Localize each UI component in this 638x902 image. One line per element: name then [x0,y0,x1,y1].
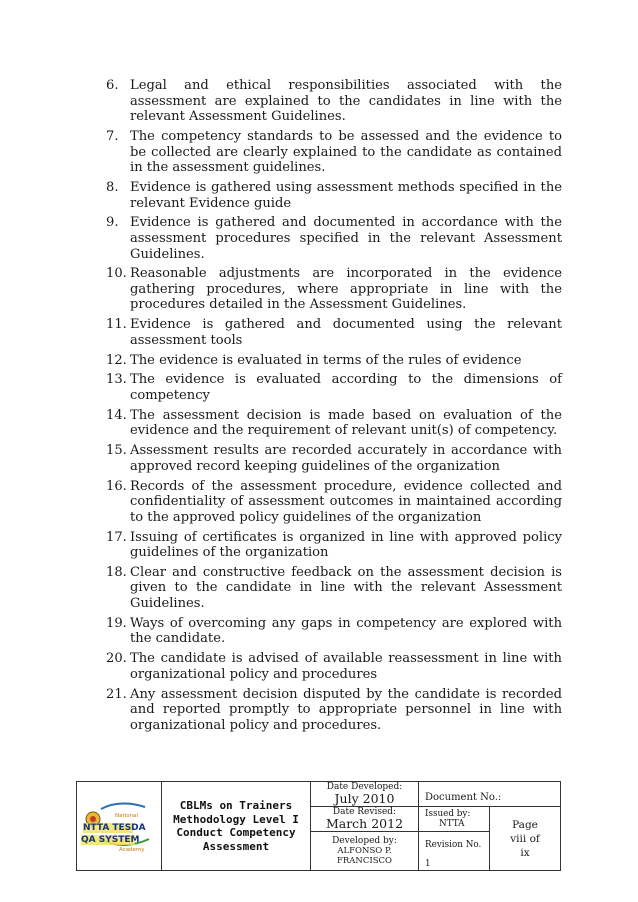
revision-no: Revision No. 1 [425,840,482,869]
list-item [106,687,562,734]
list-item [106,651,562,682]
item-number: 10. [106,266,127,282]
item-text: Clear and constructive feedback on the assessment decision is given to the candidate in line with the relevant Assessment Guidelines. [130,564,562,612]
item-number: 14. [106,407,127,423]
document-no-label: Document No.: [425,791,502,803]
module-title [162,782,311,871]
list-item [106,215,562,262]
document-no-cell [419,782,561,807]
item-text: Evidence is gathered using assessment methods specified in the relevant Evidence guide [130,179,562,211]
item-text: Ways of overcoming any gaps in competency are explored with the candidate. [130,615,562,647]
title-line: Assessment [202,839,270,853]
item-number: 11. [106,317,127,333]
date-revised-value: March 2012 [325,816,404,831]
list-item [106,353,562,369]
item-number: 13. [106,372,127,388]
title-line: CBLMs on Trainers [179,799,293,812]
revision-cell [419,832,490,871]
item-text: The evidence is evaluated according to the dimensions of competency [130,372,562,403]
logo-line-1: NTTA TESDA [83,823,146,833]
developed-by-cell [311,832,419,871]
list-item [106,317,562,348]
item-number: 7. [106,128,119,144]
list-item [106,565,562,612]
item-text: The candidate is advised of available reassessment in line with organizational policy and procedures [130,651,562,682]
title-line: Conduct Competency [176,826,296,839]
logo-side-2: Academy [119,847,145,853]
item-number: 17. [106,529,127,545]
date-developed-cell [311,782,419,807]
item-number: 6. [106,78,119,93]
competency-criteria-list [106,78,562,738]
list-item [106,479,562,526]
item-text: Records of the assessment procedure, evidence collected and confidentiality of assessment outcomes in maintained according to the approved policy guidelines of the organization [130,478,562,525]
item-text: Evidence is gathered and documented using the relevant assessment tools [130,317,562,348]
logo-cell [77,782,162,871]
item-text: Assessment results are recorded accurately in accordance with approved record keeping guidelines of the organization [130,443,562,474]
list-item [106,443,562,474]
item-text: Issuing of certificates is organized in line with approved policy guidelines of the organization [130,529,562,561]
list-item [106,408,562,439]
item-text: Any assessment decision disputed by the candidate is recorded and reported promptly to appropriate personnel in line with organizational policy and procedures. [130,686,562,733]
item-text: The assessment decision is made based on evaluation of the evidence and the requirement of relevant unit(s) of competency. [130,407,562,439]
page-label: Page [512,818,538,831]
date-revised-cell [311,807,419,832]
item-text: The evidence is evaluated in terms of the rules of evidence [130,352,522,368]
issued-by-cell [419,807,490,832]
developed-by-value: ALFONSO P. FRANCISCO [336,846,393,866]
page-cell [490,807,561,871]
ntta-tesda-logo [79,795,159,857]
list-item [106,266,562,313]
list-item [106,616,562,647]
item-number: 19. [106,615,127,631]
date-revised-label: Date Revised: [332,807,397,817]
date-developed-label: Date Developed: [326,782,403,792]
item-number: 18. [106,564,127,580]
item-number: 15. [106,443,127,459]
issued-by-value: NTTA [439,819,465,829]
logo-side-1: National [115,813,138,819]
document-footer [76,781,561,871]
list-item [106,129,562,176]
item-number: 20. [106,651,127,667]
developed-by-label: Developed by: [332,836,397,846]
item-text: Evidence is gathered and documented in accordance with the assessment procedures specified in the relevant Assessment Guidelines. [130,215,562,262]
date-developed-value: July 2010 [334,791,395,806]
list-item [106,78,562,125]
page-total: ix [520,846,530,859]
logo-line-2: QA SYSTEM [81,835,140,845]
item-number: 21. [106,686,127,702]
issued-by-label: Issued by: [425,809,471,819]
item-number: 16. [106,478,127,494]
item-text: The competency standards to be assessed and the evidence to be collected are clearly explained to the candidate as contained in the assessment guidelines. [130,128,562,176]
item-text: Legal and ethical responsibilities associated with the assessment are explained to the candidates in line with the relevant Assessment Guidelines. [130,78,562,125]
list-item [106,530,562,561]
title-line: Methodology Level I [173,812,299,826]
list-item [106,180,562,211]
page-number: viii of [510,832,540,845]
item-number: 8. [106,179,119,195]
item-number: 12. [106,352,127,368]
item-text: Reasonable adjustments are incorporated in the evidence gathering procedures, where appropriate in line with the procedures detailed in the Assessment Guidelines. [130,266,562,313]
list-item [106,372,562,403]
item-number: 9. [106,215,119,231]
